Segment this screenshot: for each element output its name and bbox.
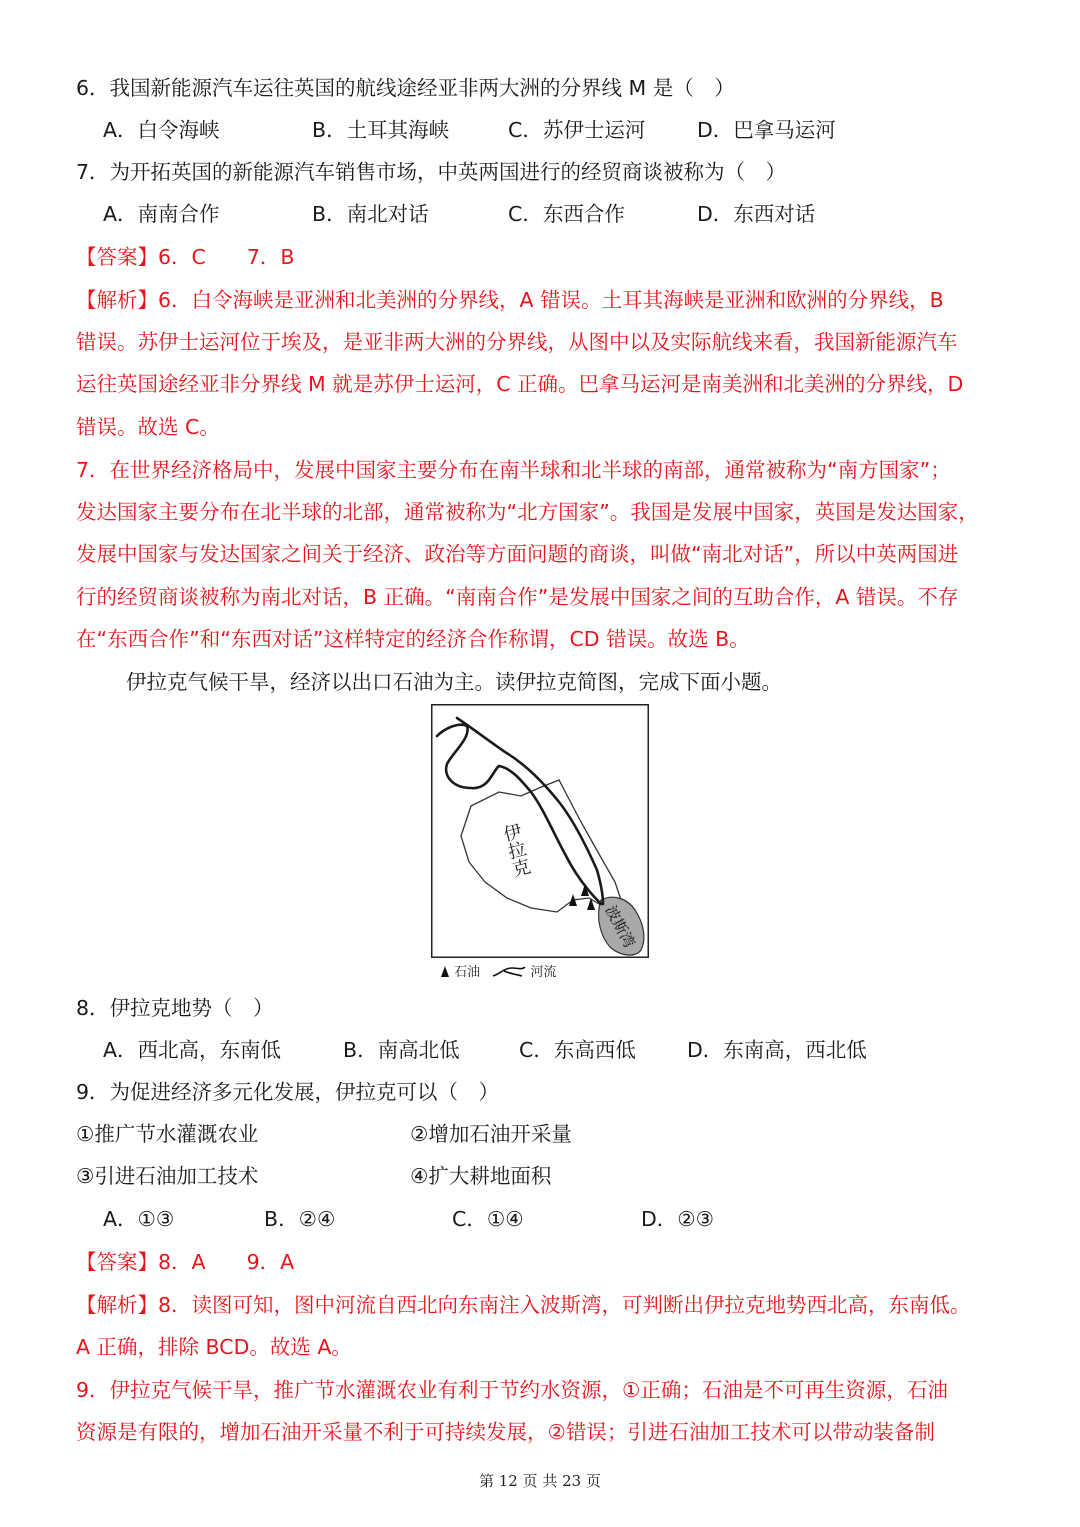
iraq-map	[431, 704, 649, 958]
q8-option-d: D．东南高，西北低	[687, 1038, 867, 1062]
q7-option-d: D．东西对话	[697, 202, 816, 226]
q6-option-a: A．白令海峡	[103, 118, 220, 142]
analysis-line: 在“东西合作”和“东西对话”这样特定的经济合作称谓，CD 错误。故选 B。	[76, 627, 750, 651]
analysis-line: 行的经贸商谈被称为南北对话，B 正确。“南南合作”是发展中国家之间的互助合作，A 错误。不存	[76, 585, 959, 609]
q9-item-2: ②增加石油开采量	[410, 1122, 572, 1146]
question-8-stem: 8．伊拉克地势（ ）	[76, 996, 274, 1020]
analysis-line: 【解析】8．读图可知，图中河流自西北向东南注入波斯湾，可判断出伊拉克地势西北高，东南低。	[76, 1293, 971, 1317]
map-intro: 伊拉克气候干旱，经济以出口石油为主。读伊拉克简图，完成下面小题。	[126, 670, 782, 694]
question-9-stem: 9．为促进经济多元化发展，伊拉克可以（ ）	[76, 1080, 500, 1104]
q7-option-c: C．东西合作	[508, 202, 625, 226]
question-6-stem: 6．我国新能源汽车运往英国的航线途经亚非两大洲的分界线 M 是（ ）	[76, 76, 735, 100]
persian-gulf-label: 波斯湾	[601, 902, 639, 951]
map-legend	[440, 964, 556, 982]
river-legend-icon	[492, 964, 526, 978]
q7-option-a: A．南南合作	[103, 202, 220, 226]
analysis-line: 发达国家主要分布在北半球的北部，通常被称为“北方国家”。我国是发展中国家，英国是发达国家，	[76, 500, 979, 524]
q9-item-4: ④扩大耕地面积	[410, 1164, 552, 1188]
analysis-line: 错误。苏伊士运河位于埃及，是亚非两大洲的分界线，从图中以及实际航线来看，我国新能源汽车	[76, 330, 958, 354]
legend-oil-label: 石油	[454, 965, 481, 980]
q9-item-1: ①推广节水灌溉农业	[76, 1122, 259, 1146]
analysis-line: A 正确，排除 BCD。故选 A。	[76, 1335, 352, 1359]
q8-option-b: B．南高北低	[343, 1038, 460, 1062]
analysis-line: 9．伊拉克气候干旱，推广节水灌溉农业有利于节约水资源，①正确；石油是不可再生资源，石油	[76, 1378, 948, 1402]
q9-item-3: ③引进石油加工技术	[76, 1164, 259, 1188]
oil-legend-icon	[440, 965, 450, 977]
answer-8-9: 【答案】8．A 9．A	[76, 1250, 295, 1274]
answer-6-7: 【答案】6．C 7．B	[76, 245, 295, 269]
page-footer: 第 12 页 共 23 页	[478, 1472, 601, 1490]
analysis-line: 【解析】6．白令海峡是亚洲和北美洲的分界线，A 错误。土耳其海峡是亚洲和欧洲的分界线，B	[76, 288, 944, 312]
q9-option-c: C．①④	[452, 1207, 524, 1231]
analysis-line: 运往英国途经亚非分界线 M 就是苏伊士运河，C 正确。巴拿马运河是南美洲和北美洲的分界线，D	[76, 372, 964, 396]
q8-option-c: C．东高西低	[519, 1038, 636, 1062]
legend-river-label: 河流	[530, 965, 557, 980]
q6-option-d: D．巴拿马运河	[697, 118, 836, 142]
analysis-line: 7．在世界经济格局中，发展中国家主要分布在南半球和北半球的南部，通常被称为“南方国家”；	[76, 458, 951, 482]
q6-option-c: C．苏伊士运河	[508, 118, 646, 142]
q9-option-a: A．①③	[103, 1207, 175, 1231]
analysis-line: 错误。故选 C。	[76, 415, 220, 439]
analysis-line: 发展中国家与发达国家之间关于经济、政治等方面问题的商谈，叫做“南北对话”，所以中英两国进	[76, 542, 959, 566]
q9-option-d: D．②③	[641, 1207, 715, 1231]
q8-option-a: A．西北高，东南低	[103, 1038, 282, 1062]
q9-option-b: B．②④	[264, 1207, 336, 1231]
q7-option-b: B．南北对话	[312, 202, 429, 226]
q6-option-b: B．土耳其海峡	[312, 118, 450, 142]
iraq-label: 伊拉克	[498, 821, 533, 879]
question-7-stem: 7．为开拓英国的新能源汽车销售市场，中英两国进行的经贸商谈被称为（ ）	[76, 160, 787, 184]
analysis-line: 资源是有限的，增加石油开采量不利于可持续发展，②错误；引进石油加工技术可以带动装备制	[76, 1420, 935, 1444]
